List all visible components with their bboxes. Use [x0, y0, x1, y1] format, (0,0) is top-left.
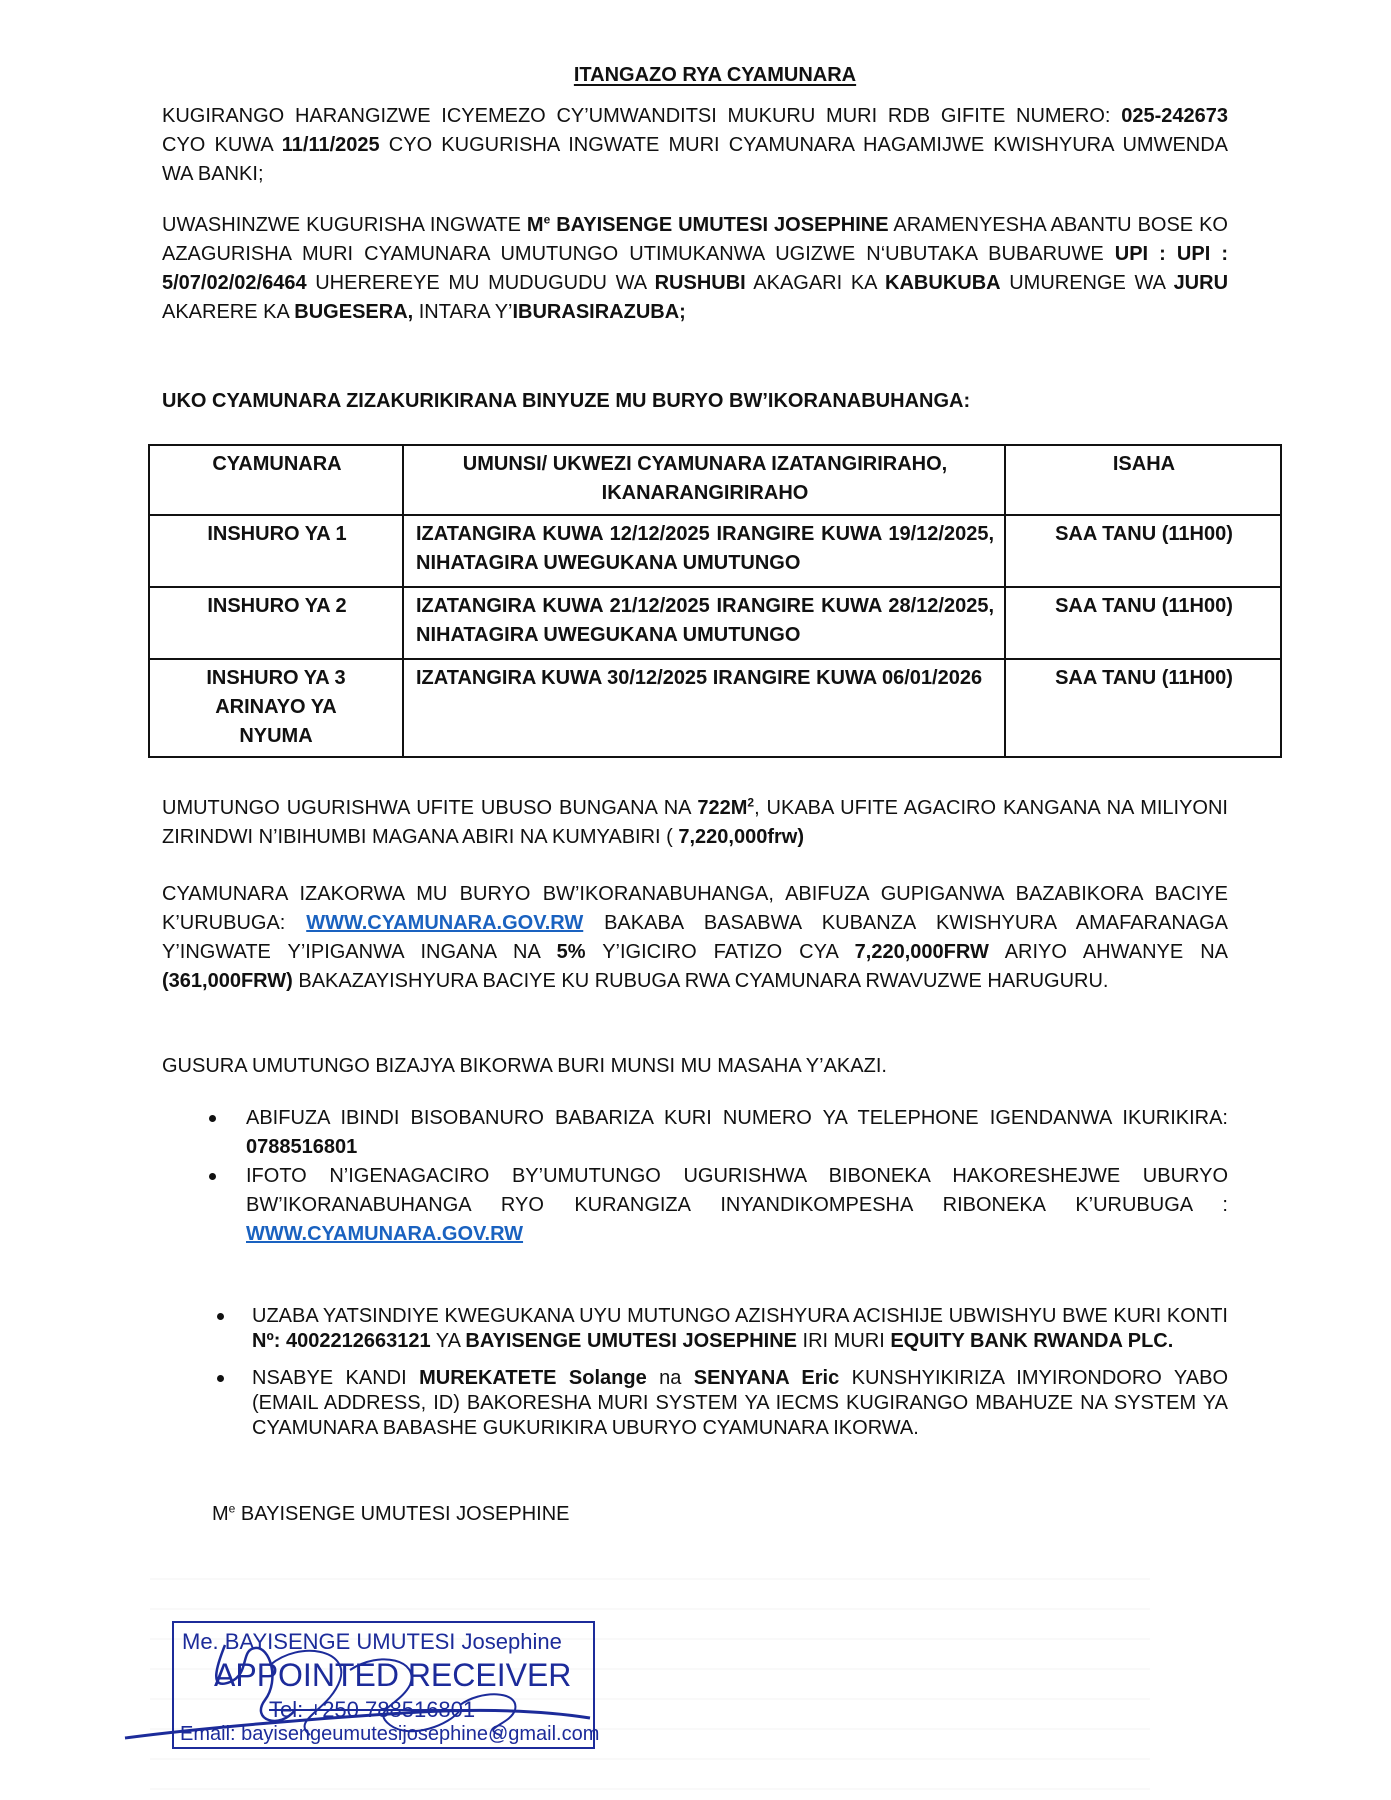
payment-list	[252, 1304, 1228, 1453]
bullet-icon	[217, 1313, 224, 1320]
list-item: IFOTO N’IGENAGACIRO BY’UMUTUNGO UGURISHWA BIBONEKA HAKORESHEJWE UBURYO BW’IKORANABUHANGA RYO KURANGIZA INYANDIKOMPESHA RIBONEKA K’URUBUGA : WWW.CYAMUNARA.GOV.RW	[246, 1162, 1228, 1249]
decision-date: 11/11/2025	[281, 134, 380, 156]
bank-name: EQUITY BANK RWANDA PLC.	[890, 1330, 1174, 1352]
paragraph-decision: KUGIRANGO HARANGIZWE ICYEMEZO CY’UMWANDITSI MUKURU MURI RDB GIFITE NUMERO: 025-242673 CYO KUWA 11/11/2025 CYO KUGURISHA INGWATE MURI CYAMUNARA HAGAMIJWE KWISHYURA UMWENDA WA BANKI;	[162, 105, 1229, 185]
deposit-percent: 5%	[556, 941, 586, 963]
list-item: NSABYE KANDI MUREKATETE Solange na SENYANA Eric KUNSHYIKIRIZA IMYIRONDORO YABO (EMAIL ADDRESS, ID) BAKORESHA MURI SYSTEM YA IECMS KUGIRANGO MBAHUZE NA SYSTEM YA CYAMUNARA BABASHE GUKURIKIRA UBURYO CYAMUNARA IKORWA.	[252, 1366, 1228, 1441]
time-cell: SAA TANU (11H00)	[1005, 587, 1281, 659]
table-header-row	[149, 445, 1281, 515]
auction-schedule-table	[148, 444, 1282, 758]
cyamunara-website-link[interactable]: WWW.CYAMUNARA.GOV.RW	[306, 912, 584, 934]
schedule-heading: UKO CYAMUNARA ZIZAKURIKIRANA BINYUZE MU BURYO BW’IKORANABUHANGA:	[162, 390, 971, 412]
sector: JURU	[1173, 272, 1229, 294]
table-row	[149, 659, 1281, 757]
paragraph-property: UWASHINZWE KUGURISHA INGWATE Me BAYISENGE UMUTESI JOSEPHINE ARAMENYESHA ABANTU BOSE KO AZAGURISHA MURI CYAMUNARA UMUTUNGO UTIMUKANWA UGIZWE N‘UBUTAKA BUBARUWE UPI : UPI : 5/07/02/02/6464 UHEREREYE MU MUDUGUDU WA RUSHUBI AKAGARI KA KABUKUBA UMURENGE WA JURU AKARERE KA BUGESERA, INTARA Y’IBURASIRAZUBA;	[162, 212, 1229, 323]
paragraph-bidding: CYAMUNARA IZAKORWA MU BURYO BW’IKORANABUHANGA, ABIFUZA GUPIGANWA BAZABIKORA BACIYE K’URUBUGA: WWW.CYAMUNARA.GOV.RW BAKABA BASABWA KUBANZA KWISHYURA AMAFARANAGA Y’INGWATE Y’IPIGANWA INGANA NA 5% Y’IGICIRO FATIZO CYA 7,220,000FRW ARIYO AHWANYE NA (361,000FRW) BAKAZAYISHYURA BACIYE KU RUBUGA RWA CYAMUNARA RWAVUZWE HARUGURU.	[162, 883, 1229, 992]
bullet-icon	[209, 1173, 216, 1180]
district: BUGESERA,	[294, 301, 414, 323]
stamp-line-title: APPOINTED RECEIVER	[214, 1657, 572, 1693]
header-round: CYAMUNARA	[149, 445, 403, 515]
stamp-line-name: Me. BAYISENGE UMUTESI Josephine	[182, 1629, 562, 1654]
person-2: SENYANA Eric	[693, 1367, 840, 1389]
receiver-name: Me BAYISENGE UMUTESI JOSEPHINE	[526, 212, 889, 236]
account-number: Nº: 4002212663121	[252, 1330, 431, 1352]
dates-cell: IZATANGIRA KUWA 12/12/2025 IRANGIRE KUWA 19/12/2025, NIHATAGIRA UWEGUKANA UMUTUNGO	[403, 515, 1005, 587]
time-cell: SAA TANU (11H00)	[1005, 659, 1281, 757]
handwritten-signature-icon	[120, 1610, 640, 1760]
deposit-amount: (361,000FRW)	[162, 970, 293, 992]
dates-cell: IZATANGIRA KUWA 21/12/2025 IRANGIRE KUWA 28/12/2025, NIHATAGIRA UWEGUKANA UMUTUNGO	[403, 587, 1005, 659]
header-dates: UMUNSI/ UKWEZI CYAMUNARA IZATANGIRIRAHO, IKANARANGIRIRAHO	[403, 445, 1005, 515]
time-cell: SAA TANU (11H00)	[1005, 515, 1281, 587]
stamp-line-email: Email: bayisengeumutesijosephine@gmail.com	[180, 1723, 600, 1745]
bullet-icon	[209, 1115, 216, 1122]
paragraph-visit: GUSURA UMUTUNGO BIZAJYA BIKORWA BURI MUNSI MU MASAHA Y’AKAZI.	[162, 1055, 887, 1077]
round-cell: INSHURO YA 2	[149, 587, 403, 659]
decision-number: 025-242673	[1121, 105, 1228, 127]
property-value: 7,220,000frw)	[678, 826, 804, 848]
list-item: ABIFUZA IBINDI BISOBANURO BABARIZA KURI NUMERO YA TELEPHONE IGENDANWA IKURIKIRA: 0788516801	[246, 1104, 1228, 1162]
paragraph-area-value: UMUTUNGO UGURISHWA UFITE UBUSO BUNGANA NA $722M^2$, UKABA UFITE AGACIRO KANGANA NA MILIYONI ZIRINDWI N’IBIHUMBI MAGANA ABIRI NA KUMYABIRI ( 7,220,000frw)	[162, 795, 1228, 848]
area: $722M^2$	[697, 795, 755, 819]
upi-number: UPI : UPI : 5/07/02/02/6464	[162, 243, 1229, 294]
person-1: MUREKATETE Solange	[419, 1367, 647, 1389]
header-time: ISAHA	[1005, 445, 1281, 515]
document-title: ITANGAZO RYA CYAMUNARA	[573, 64, 857, 86]
dates-cell: IZATANGIRA KUWA 30/12/2025 IRANGIRE KUWA 06/01/2026	[403, 659, 1005, 757]
bullet-icon	[217, 1375, 224, 1382]
table-row	[149, 515, 1281, 587]
round-cell: INSHURO YA 3 ARINAYO YA NYUMA	[149, 659, 403, 757]
account-holder: BAYISENGE UMUTESI JOSEPHINE	[465, 1330, 797, 1352]
contact-list	[246, 1104, 1228, 1249]
cyamunara-website-link[interactable]: WWW.CYAMUNARA.GOV.RW	[246, 1223, 524, 1245]
village: RUSHUBI	[654, 272, 746, 294]
round-cell: INSHURO YA 1	[149, 515, 403, 587]
cell: KABUKUBA	[885, 272, 1001, 294]
signature-name: Me BAYISENGE UMUTESI JOSEPHINE	[212, 1501, 570, 1525]
base-price: 7,220,000FRW	[854, 941, 989, 963]
province: IBURASIRAZUBA;	[512, 301, 686, 323]
phone-number: 0788516801	[246, 1136, 358, 1158]
stamp-line-phone: Tel: +250 788516801	[269, 1697, 476, 1722]
table-row	[149, 587, 1281, 659]
list-item: UZABA YATSINDIYE KWEGUKANA UYU MUTUNGO AZISHYURA ACISHIJE UBWISHYU BWE KURI KONTI Nº: 4002212663121 YA BAYISENGE UMUTESI JOSEPHINE IRI MURI EQUITY BANK RWANDA PLC.	[252, 1304, 1228, 1354]
